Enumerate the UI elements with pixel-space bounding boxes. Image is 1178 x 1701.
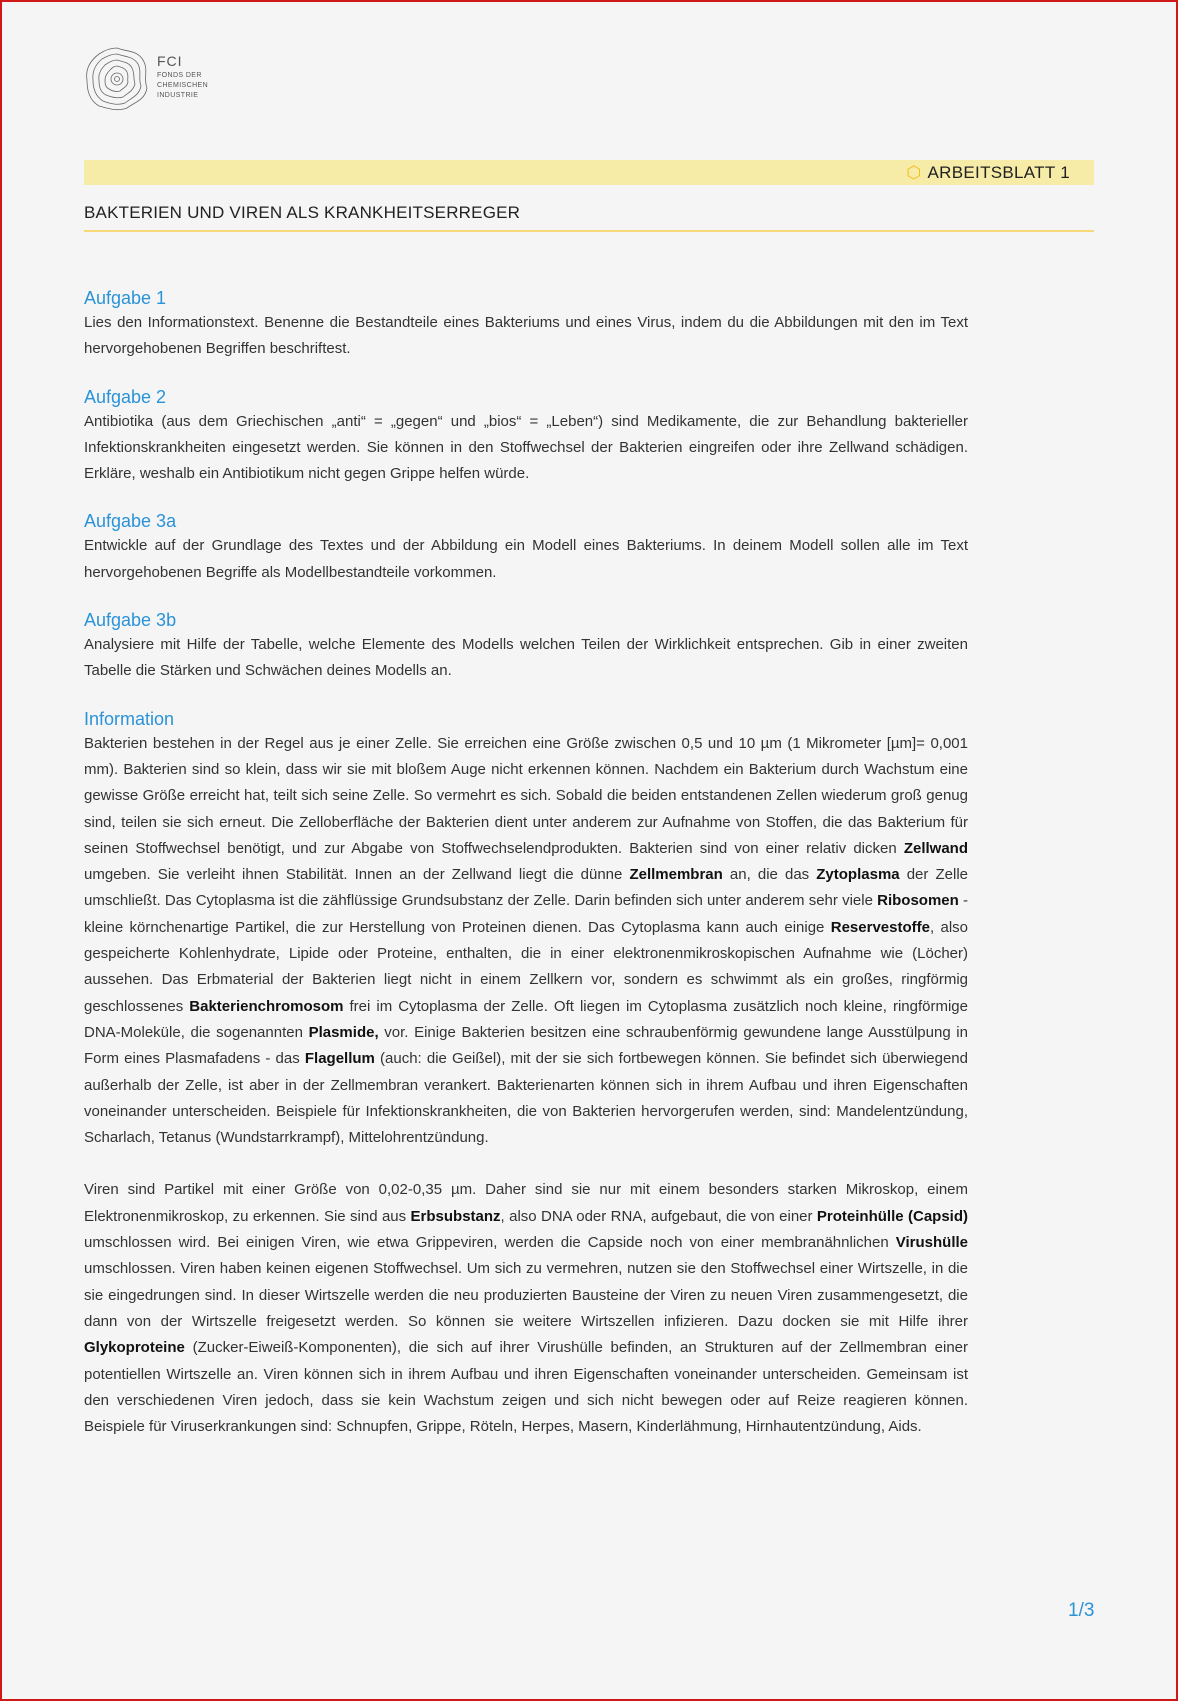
logo-abbr: FCI	[157, 53, 183, 69]
term-zytoplasma: Zytoplasma	[816, 866, 900, 884]
title-divider	[84, 230, 1094, 232]
term-virushuelle: Virushülle	[895, 1234, 968, 1252]
information-section	[84, 707, 968, 1441]
text-run: umgeben. Sie verleiht ihnen Stabilität. Innen an der Zellwand liegt die dünne	[84, 866, 630, 884]
term-bakterienchromosom: Bakterienchromosom	[189, 997, 344, 1015]
viruses-paragraph	[84, 1177, 968, 1440]
text-run: , also gespeicherte Kohlenhydrate, Lipide oder Proteine, enthalten, die in einer elektronenmikroskopischen Aufnahme wie (Löcher) aussehen. Das Erbmaterial der Bakterien liegt nicht in einem Zellkern vor, sondern es schwimmt als ein großes, ringförmig geschlossenes	[84, 918, 968, 1015]
worksheet-label	[906, 163, 1070, 183]
text-run: Viren sind Partikel mit einer Größe von 0,02-0,35 µm. Daher sind sie nur mit einem besonders starken Mikroskop, einem Elektronenmikroskop, zu erkennen. Sie sind aus	[84, 1181, 968, 1225]
fci-logo	[83, 46, 263, 112]
document-title: BAKTERIEN UND VIREN ALS KRANKHEITSERREGER	[84, 203, 521, 222]
text-run: vor. Einige Bakterien besitzen eine schraubenförmig gewundene lange Ausstülpung in Form eines Plasmafadens - das	[84, 1023, 968, 1068]
task-text: Entwickle auf der Grundlage des Textes und der Abbildung ein Modell eines Bakteriums. In deinem Modell sollen alle im Text hervorgehobenen Begriffe als Modellbestandteile vorkommen.	[84, 537, 968, 581]
main-content	[84, 286, 968, 1440]
task-2	[84, 385, 968, 488]
text-run: Bakterien bestehen in der Regel aus je einer Zelle. Sie erreichen eine Größe zwischen 0,5 und 10 µm (1 Mikrometer [µm]= 0,001 mm). Bakterien sind so klein, dass wir sie mit bloßem Auge nicht erkennen können. Nachdem ein Bakterium durch Wachstum eine gewisse Größe erreicht hat, teilt sich seine Zelle. So vermehrt es sich. Sobald die beiden entstandenen Zellen wiederum groß genug sind, teilen sie sich erneut. Die Zelloberfläche der Bakterien dient unter anderem zur Aufnahme von Stoffen, die das Bakterium für seinen Stoffwechsel benötigt, und zur Abgabe von Stoffwechselendprodukten. Bakterien sind von einer relativ dicken	[84, 734, 968, 857]
term-zellwand: Zellwand	[903, 839, 968, 857]
term-erbsubstanz: Erbsubstanz	[410, 1207, 501, 1225]
worksheet-label-text: ARBEITSBLATT 1	[927, 163, 1070, 182]
hexagon-icon: ⬡	[906, 163, 922, 182]
text-run: umschlossen. Viren haben keinen eigenen Stoffwechsel. Um sich zu vermehren, nutzen sie den Stoffwechsel einer Wirtszelle, in die sie eingedrungen sind. In dieser Wirtszelle werden die neu produzierten Bausteine der Viren zu neuen Viren zusammengesetzt, die dann von der Wirtszelle freigesetzt werden. So können sie weitere Wirtszellen infizieren. Dazu docken sie mit Hilfe ihrer	[84, 1260, 968, 1330]
task-title: Aufgabe 1	[84, 288, 167, 308]
text-run: , also DNA oder RNA, aufgebaut, die von einer	[500, 1207, 817, 1225]
task-title: Aufgabe 2	[84, 386, 167, 407]
text-run: an, die das	[722, 866, 817, 884]
term-proteinhuelle: Proteinhülle (Capsid)	[816, 1207, 968, 1225]
logo-line: CHEMISCHEN	[157, 82, 209, 89]
bacteria-paragraph	[84, 731, 968, 1152]
logo-line: FONDS DER	[157, 72, 202, 79]
term-ribosomen: Ribosomen	[877, 892, 959, 910]
text-run: (auch: die Geißel), mit der sie sich fortbewegen können. Sie befindet sich überwiegend außerhalb der Zelle, ist aber in der Zellmembran verankert. Bakterienarten können sich in ihrem Aufbau und ihren Eigenschaften voneinander unterscheiden. Beispiele für Infektionskrankheiten, die von Bakterien hervorgerufen werden, sind: Mandelentzündung, Scharlach, Tetanus (Wundstarrkrampf), Mittelohrentzündung.	[84, 1050, 968, 1147]
logo-subtitle	[157, 71, 208, 101]
fci-logo-text	[157, 54, 208, 101]
term-plasmide: Plasmide,	[308, 1023, 379, 1041]
logo-line: INDUSTRIE	[157, 92, 199, 99]
task-title: Aufgabe 3a	[84, 511, 177, 532]
page-number: 1/3	[1068, 1600, 1095, 1621]
task-3b	[84, 608, 968, 685]
term-zellmembran: Zellmembran	[629, 866, 723, 884]
task-text: Lies den Informationstext. Benenne die Bestandteile eines Bakteriums und eines Virus, indem du die Abbildungen mit den im Text hervorgehobenen Begriffen beschriftest.	[84, 314, 968, 358]
text-run: der Zelle umschließt. Das Cytoplasma ist die zähflüssige Grundsubstanz der Zelle. Darin befinden sich unter anderem sehr viele	[84, 866, 969, 910]
fci-logo-emblem-icon	[83, 46, 151, 112]
term-glykoproteine: Glykoproteine	[84, 1339, 185, 1357]
information-title: Information	[84, 708, 175, 729]
task-text: Analysiere mit Hilfe der Tabelle, welche Elemente des Modells welchen Teilen der Wirklichkeit entsprechen. Gib in einer zweiten Tabelle die Stärken und Schwächen deines Modells an.	[84, 636, 968, 680]
term-reservestoffe: Reservestoffe	[830, 918, 930, 936]
text-run: umschlossen wird. Bei einigen Viren, wie etwa Grippeviren, werden die Capside noch von einer membranähnlichen	[84, 1234, 896, 1252]
task-text: Antibiotika (aus dem Griechischen „anti“ = „gegen“ und „bios“ = „Leben“) sind Medikamente, die zur Behandlung bakterieller Infektionskrankheiten eingesetzt werden. Sie können in den Stoffwechsel der Bakterien eingreifen oder ihre Zellwand schädigen. Erkläre, weshalb ein Antibiotikum nicht gegen Grippe helfen würde.	[84, 412, 968, 483]
text-run: - kleine körnchenartige Partikel, die zur Herstellung von Proteinen dienen. Das Cytoplasma kann auch einige	[84, 892, 968, 936]
task-3a	[84, 509, 968, 586]
task-1	[84, 286, 968, 363]
text-run: (Zucker-Eiweiß-Komponenten), die sich auf ihrer Virushülle befinden, an Strukturen auf der Zellmembran einer potentiellen Wirtszelle an. Viren können sich in ihrem Aufbau und ihren Eigenschaften voneinander unterscheiden. Gemeinsam ist den verschiedenen Viren jedoch, dass sie kein Wachstum zeigen und sich nicht bewegen oder auf Reize reagieren können. Beispiele für Viruserkrankungen sind: Schnupfen, Grippe, Röteln, Herpes, Masern, Kinderlähmung, Hirnhautentzündung, Aids.	[84, 1339, 968, 1436]
task-title: Aufgabe 3b	[84, 610, 177, 631]
worksheet-bar	[84, 160, 1094, 185]
term-flagellum: Flagellum	[304, 1050, 375, 1068]
text-run: frei im Cytoplasma der Zelle. Oft liegen im Cytoplasma zusätzlich noch kleine, ringförmige DNA-Moleküle, die sogenannten	[84, 997, 968, 1041]
